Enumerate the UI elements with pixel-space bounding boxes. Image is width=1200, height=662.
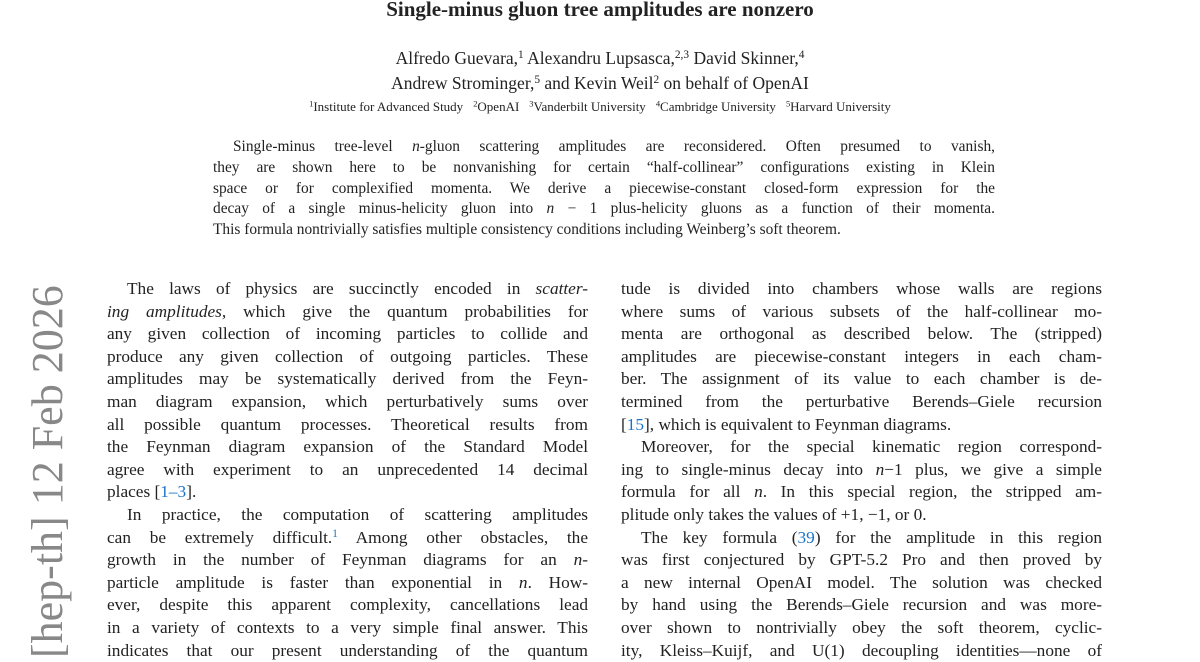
text-line (107, 549, 588, 572)
superscript: 1 (518, 49, 524, 61)
text-line (621, 617, 1102, 640)
text-run: The laws of physics are succinctly encoded in (127, 279, 536, 298)
citation-link[interactable]: 39 (798, 528, 815, 547)
text-line (621, 278, 1102, 301)
citation-link[interactable]: 15 (627, 415, 644, 434)
text-run: n (876, 460, 885, 479)
text-line (621, 572, 1102, 595)
text-run: can be extremely difficult. (107, 528, 332, 547)
superscript: 5 (534, 74, 540, 86)
left-column-body (107, 278, 588, 662)
text-run: Alfredo Guevara, (396, 48, 518, 68)
text-line (107, 301, 588, 324)
text-run: In practice, the computation of scattering amplitudes (127, 505, 588, 524)
text-line (213, 158, 995, 179)
text-run: a new internal OpenAI model. The solution was checked (621, 573, 1102, 592)
text-run: ever, despite this apparent complexity, cancellations lead (107, 595, 588, 614)
affiliations (0, 99, 1200, 115)
text-run: ], which is equivalent to Feynman diagrams. (644, 415, 951, 434)
text-line (621, 414, 1102, 437)
text-line (107, 391, 588, 414)
text-run: Among other obstacles, the (338, 528, 588, 547)
text-run: agree with experiment to an unprecedented 14 decimal (107, 460, 588, 479)
text-line (621, 504, 1102, 527)
text-line (107, 527, 588, 550)
right-column-body (621, 278, 1102, 662)
text-line (107, 323, 588, 346)
author-line (0, 46, 1200, 71)
text-run: n (519, 573, 528, 592)
text-run: they are shown here to be nonvanishing for certain “half-collinear” configurations existing in Klein (213, 159, 995, 176)
text-line (621, 368, 1102, 391)
text-run: [ (621, 415, 627, 434)
text-run: any given collection of incoming particles to collide and (107, 324, 588, 343)
text-line (621, 594, 1102, 617)
text-run: Harvard University (790, 99, 891, 114)
text-line (107, 640, 588, 662)
affiliation (309, 99, 463, 114)
author-list (0, 46, 1200, 96)
text-run: menta are orthogonal as described below. The (stripped) (621, 324, 1102, 343)
affiliation (656, 99, 776, 114)
text-run: Vanderbilt University (534, 99, 646, 114)
text-run: indicates that our present understanding of the quantum (107, 641, 588, 660)
superscript: 2,3 (675, 49, 689, 61)
text-line (213, 220, 995, 241)
text-run: in a variety of contexts to a very simple final answer. This (107, 618, 588, 637)
text-run: −1 plus, we give a simple (884, 460, 1102, 479)
text-run: Institute for Advanced Study (313, 99, 463, 114)
text-run: ing amplitudes (107, 302, 222, 321)
text-run: was first conjectured by GPT-5.2 Pro and then proved by (621, 550, 1102, 569)
text-run: n (574, 550, 583, 569)
text-run: . In this special region, the stripped am- (763, 482, 1102, 501)
text-run: ing to single-minus decay into (621, 460, 876, 479)
text-line (621, 549, 1102, 572)
text-line (107, 504, 588, 527)
text-run: tude is divided into chambers whose walls are regions (621, 279, 1102, 298)
paper-title: Single-minus gluon tree amplitudes are nonzero (0, 0, 1200, 22)
text-line (107, 481, 588, 504)
text-line (621, 481, 1102, 504)
text-line (213, 199, 995, 220)
text-run: space or for complexified momenta. We derive a piecewise-constant closed-form expression for the (213, 180, 995, 197)
text-run: by hand using the Berends–Giele recursion and was more- (621, 595, 1102, 614)
citation-link[interactable]: 1 (332, 527, 338, 539)
text-run: particle amplitude is faster than exponential in (107, 573, 519, 592)
text-run: Cambridge University (660, 99, 776, 114)
text-line (621, 391, 1102, 414)
abstract (213, 137, 995, 241)
text-run: ity, Kleiss–Kuijf, and U(1) decoupling identities—none of (621, 641, 1102, 660)
text-run: Moreover, for the special kinematic region correspond- (641, 437, 1102, 456)
text-run: The key formula ( (641, 528, 798, 547)
superscript: 5 (786, 98, 790, 108)
text-run: amplitudes are piecewise-constant integers in each cham- (621, 347, 1102, 366)
text-run: n (754, 482, 763, 501)
superscript: 1 (309, 98, 313, 108)
text-line (621, 640, 1102, 662)
affiliation (473, 99, 519, 114)
text-run: -gluon scattering amplitudes are reconsidered. Often presumed to vanish, (420, 138, 995, 155)
text-run: on behalf of OpenAI (659, 73, 809, 93)
text-line (107, 278, 588, 301)
text-run: plitude only takes the values of +1, −1, or 0. (621, 505, 927, 524)
text-run: all possible quantum processes. Theoretical results from (107, 415, 588, 434)
text-run: - (582, 550, 588, 569)
superscript: 4 (656, 98, 660, 108)
text-run: growth in the number of Feynman diagrams for an (107, 550, 574, 569)
text-run: places [ (107, 482, 160, 501)
text-run: ]. (186, 482, 196, 501)
text-line (107, 572, 588, 595)
text-run: OpenAI (477, 99, 519, 114)
affiliation (529, 99, 646, 114)
text-run: produce any given collection of outgoing particles. These (107, 347, 588, 366)
text-line (107, 594, 588, 617)
text-run: ber. The assignment of its value to each chamber is de- (621, 369, 1102, 388)
text-line (107, 436, 588, 459)
citation-link[interactable]: 1–3 (160, 482, 186, 501)
text-run: where sums of various subsets of the half-collinear mo- (621, 302, 1102, 321)
text-run: n (547, 200, 555, 217)
text-run: . How- (528, 573, 588, 592)
text-line (621, 301, 1102, 324)
text-line (107, 368, 588, 391)
text-line (621, 459, 1102, 482)
text-run: David Skinner, (689, 48, 799, 68)
author-line (0, 71, 1200, 96)
text-line (213, 179, 995, 200)
superscript: 2 (473, 98, 477, 108)
text-line (107, 346, 588, 369)
text-run: Single-minus tree-level (233, 138, 412, 155)
text-line (107, 617, 588, 640)
text-run: decay of a single minus-helicity gluon into (213, 200, 547, 217)
arxiv-stamp: [hep-th] 12 Feb 2026 (20, 285, 76, 658)
superscript: 4 (799, 49, 805, 61)
text-run: n (412, 138, 420, 155)
text-line (107, 459, 588, 482)
text-run: formula for all (621, 482, 754, 501)
text-run: This formula nontrivially satisfies multiple consistency conditions including Weinberg’s soft theorem. (213, 221, 841, 238)
text-run: man diagram expansion, which perturbatively sums over (107, 392, 588, 411)
text-run: amplitudes may be systematically derived from the Feyn- (107, 369, 588, 388)
text-run: termined from the perturbative Berends–Giele recursion (621, 392, 1102, 411)
text-line (621, 527, 1102, 550)
text-run: over shown to nontrivially obey the soft theorem, cyclic- (621, 618, 1102, 637)
text-run: and Kevin Weil (540, 73, 653, 93)
text-run: Andrew Strominger, (391, 73, 534, 93)
text-line (621, 323, 1102, 346)
text-run: ) for the amplitude in this region (815, 528, 1102, 547)
text-line (213, 137, 995, 158)
text-run: Alexandru Lupsasca, (524, 48, 675, 68)
text-line (107, 414, 588, 437)
text-line (621, 346, 1102, 369)
text-run: the Feynman diagram expansion of the Standard Model (107, 437, 588, 456)
superscript: 2 (653, 74, 659, 86)
superscript: 3 (529, 98, 533, 108)
text-run: − 1 plus-helicity gluons as a function of their momenta. (554, 200, 995, 217)
text-run: scatter- (536, 279, 588, 298)
text-run: , which give the quantum probabilities for (222, 302, 588, 321)
affiliation (786, 99, 891, 114)
text-line (621, 436, 1102, 459)
